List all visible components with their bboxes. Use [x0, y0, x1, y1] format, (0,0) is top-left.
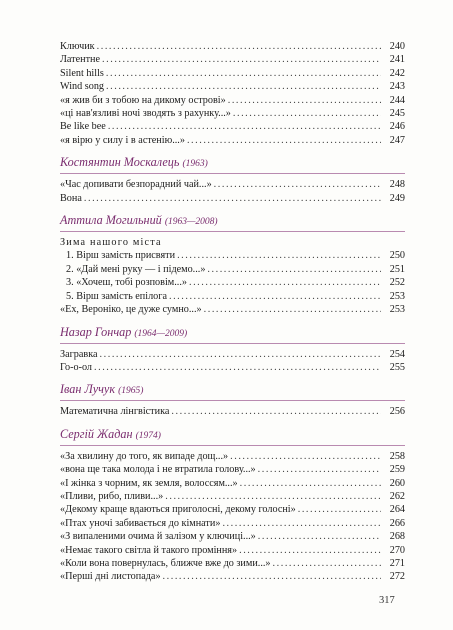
entry-title: «я вірю у силу і в астенію...»: [60, 134, 185, 146]
entry-page: 243: [389, 81, 405, 93]
author-section-mohylnyi: [60, 213, 405, 316]
author-section-luchuk: [60, 382, 405, 418]
toc-entry[interactable]: [60, 53, 405, 66]
leader-dots: [298, 503, 381, 516]
entry-page: 245: [389, 108, 405, 120]
leader-dots: [97, 40, 381, 53]
entry-page: 268: [389, 531, 405, 543]
entry-page: 251: [389, 263, 405, 275]
leader-dots: [102, 53, 381, 66]
toc-entry[interactable]: [60, 178, 405, 191]
entry-title: «Коли вона повернулась, ближче вже до зими...»: [60, 557, 271, 569]
toc-entry[interactable]: [60, 530, 405, 543]
entry-title: «Немає такого світла й такого проміння»: [60, 544, 238, 556]
section-rule: [60, 343, 405, 344]
intro-list: [60, 40, 405, 147]
author-name: Сергій Жадан: [60, 426, 133, 441]
toc-entry[interactable]: [60, 405, 405, 418]
entry-page: 241: [389, 54, 405, 66]
leader-dots: [187, 134, 381, 147]
entry-title: Математична лінгвістика: [60, 406, 170, 418]
cycle-title: Зима нашого міста: [60, 237, 162, 249]
toc-entry[interactable]: [60, 503, 405, 516]
leader-dots: [163, 570, 381, 583]
entry-title: Го-о-ол: [60, 361, 93, 373]
leader-dots: [189, 276, 381, 289]
entry-page: 252: [389, 277, 405, 289]
author-name: Іван Лучук: [60, 382, 116, 397]
toc-entry[interactable]: [60, 67, 405, 80]
entry-page: 258: [389, 450, 405, 462]
leader-dots: [258, 463, 381, 476]
toc-entry[interactable]: [60, 450, 405, 463]
section-rule: [60, 400, 405, 401]
leader-dots: [228, 94, 381, 107]
author-section-honchar: [60, 325, 405, 375]
leader-dots: [106, 67, 381, 80]
entry-page: 260: [389, 477, 405, 489]
section-rule: [60, 231, 405, 232]
author-heading: [60, 382, 405, 399]
toc-entry[interactable]: [60, 361, 405, 374]
author-heading: [60, 427, 405, 444]
leader-dots: [214, 178, 381, 191]
entry-page: 259: [389, 464, 405, 476]
leader-dots: [108, 120, 381, 133]
leader-dots: [169, 290, 381, 303]
entry-page: 242: [389, 67, 405, 79]
leader-dots: [94, 361, 381, 374]
entry-title: «Птах уночі забивається до кімнати»: [60, 517, 221, 529]
section-rule: [60, 173, 405, 174]
leader-dots: [204, 303, 381, 316]
author-heading: [60, 325, 405, 342]
author-years: (1964—2009): [134, 328, 188, 339]
entry-page: 270: [389, 544, 405, 556]
author-name: Аттила Могильний: [60, 213, 162, 228]
entry-page: 271: [389, 557, 405, 569]
author-years: (1963—2008): [164, 217, 218, 228]
entry-title: «З випаленими очима й залізом у ключиці...»: [60, 531, 256, 543]
entry-page: 264: [389, 504, 405, 516]
author-section-zhadan: [60, 427, 405, 584]
toc-entry[interactable]: [60, 463, 405, 476]
entry-title: 2. «Дай мені руку — і підемо...»: [66, 263, 206, 275]
entry-page: 246: [389, 121, 405, 133]
page-number: 317: [379, 595, 395, 606]
entry-title: «Перші дні листопада»: [60, 571, 161, 583]
entry-title: Ключик: [60, 41, 95, 52]
entry-title: 5. Вірш замість епілога: [66, 290, 167, 302]
toc-entry[interactable]: [60, 134, 405, 147]
entry-page: 266: [389, 517, 405, 529]
leader-dots: [240, 477, 381, 490]
author-heading: [60, 155, 405, 172]
leader-dots: [84, 192, 381, 205]
section-rule: [60, 445, 405, 446]
entry-title: «вона ще така молода і не втратила голову...»: [60, 464, 256, 476]
entry-page: 253: [389, 304, 405, 316]
entry-page: 254: [389, 348, 405, 360]
leader-dots: [239, 544, 381, 557]
entry-page: 249: [389, 192, 405, 204]
toc-entry[interactable]: [60, 107, 405, 120]
entry-page: 272: [389, 571, 405, 583]
entry-title: Silent hills: [60, 67, 104, 79]
author-section-moskalets: [60, 155, 405, 205]
entry-title: «Декому краще вдаються приголосні, декому голосні»: [60, 504, 296, 516]
toc-entry[interactable]: [60, 94, 405, 107]
leader-dots: [177, 249, 381, 262]
author-name: Костянтин Москалець: [60, 155, 180, 170]
toc-subentry[interactable]: [60, 276, 405, 289]
entry-title: Загравка: [60, 348, 98, 360]
entry-title: «Ех, Вероніко, це дуже сумно...»: [60, 304, 202, 316]
toc-entry[interactable]: [60, 348, 405, 361]
entry-page: 247: [389, 134, 405, 146]
leader-dots: [165, 490, 381, 503]
leader-dots: [233, 107, 381, 120]
leader-dots: [258, 530, 381, 543]
toc-subentry[interactable]: [60, 263, 405, 276]
toc-entry[interactable]: [60, 192, 405, 205]
toc-subentry[interactable]: [60, 290, 405, 303]
table-of-contents: [60, 40, 405, 584]
entry-title: «я жив би з тобою на дикому острові»: [60, 94, 226, 106]
entry-title: «ці нав'язливі ночі зводять з рахунку...»: [60, 108, 231, 120]
entry-page: 253: [389, 290, 405, 302]
entry-title: «Пливи, рибо, пливи...»: [60, 490, 164, 502]
toc-entry[interactable]: [60, 570, 405, 583]
entry-page: 248: [389, 179, 405, 191]
entry-title: «І жінка з чорним, як земля, волоссям...»: [60, 477, 238, 489]
entry-title: 3. «Хочеш, тобі розповім...»: [66, 277, 187, 289]
toc-entry[interactable]: [60, 40, 405, 53]
author-years: (1974): [135, 430, 161, 441]
entry-title: Вона: [60, 192, 82, 204]
toc-entry[interactable]: [60, 120, 405, 133]
leader-dots: [106, 80, 381, 93]
entry-title: «Час допивати безпорадний чай...»: [60, 179, 212, 191]
toc-entry[interactable]: [60, 80, 405, 93]
entry-page: 250: [389, 250, 405, 262]
entry-title: «За хвилину до того, як випаде дощ...»: [60, 450, 229, 462]
leader-dots: [171, 405, 381, 418]
author-name: Назар Гончар: [60, 324, 132, 339]
leader-dots: [273, 557, 381, 570]
entry-title: Латентне: [60, 54, 101, 66]
toc-entry[interactable]: [60, 303, 405, 316]
leader-dots: [230, 450, 381, 463]
author-years: (1963): [182, 159, 208, 170]
toc-entry[interactable]: [60, 477, 405, 490]
entry-title: 1. Вірш замість присвяти: [66, 250, 176, 262]
entry-page: 262: [389, 490, 405, 502]
toc-entry[interactable]: [60, 557, 405, 570]
author-years: (1965): [118, 386, 144, 397]
toc-entry[interactable]: [60, 544, 405, 557]
leader-dots: [100, 348, 381, 361]
toc-entry[interactable]: [60, 517, 405, 530]
leader-dots: [207, 263, 381, 276]
leader-dots: [222, 517, 381, 530]
entry-page: 255: [389, 361, 405, 373]
toc-subentry[interactable]: [60, 249, 405, 262]
entry-page: 256: [389, 406, 405, 418]
entry-page: 244: [389, 94, 405, 106]
entry-page: 240: [389, 41, 405, 52]
entry-title: Be like bee: [60, 121, 106, 133]
entry-title: Wind song: [60, 81, 105, 93]
toc-entry[interactable]: [60, 490, 405, 503]
author-heading: [60, 213, 405, 230]
